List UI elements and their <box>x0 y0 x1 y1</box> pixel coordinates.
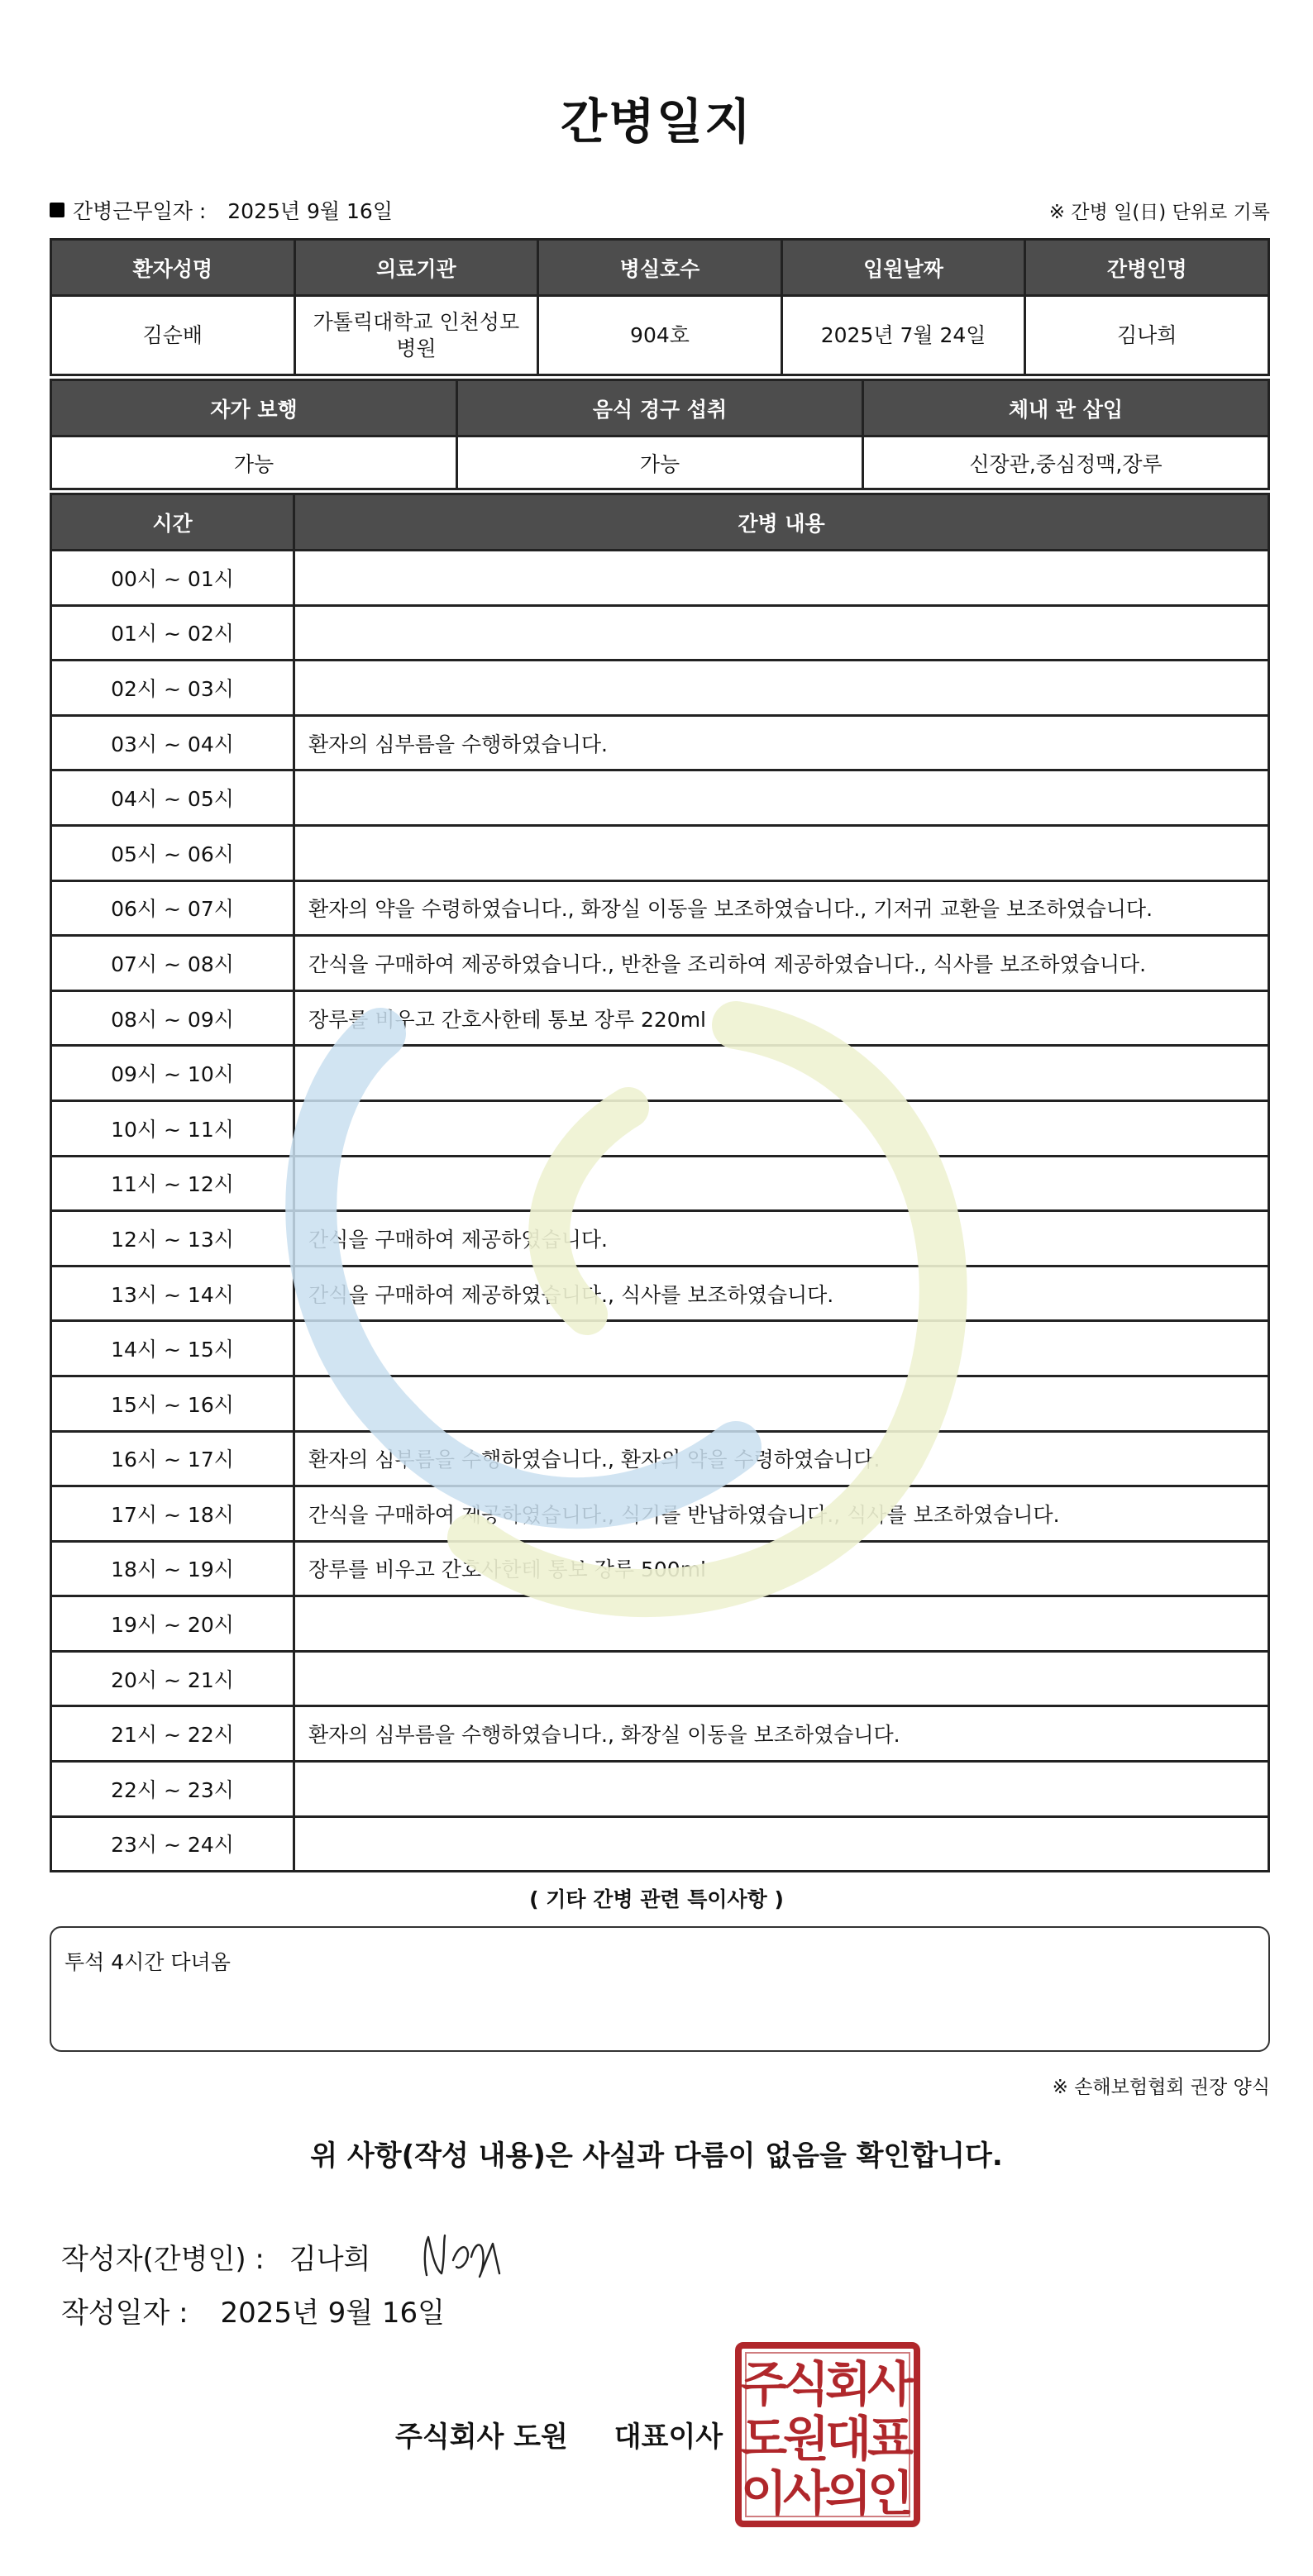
work-date-value: 2025년 9월 16일 <box>227 199 393 223</box>
time-slot: 23시 ~ 24시 <box>51 1816 294 1872</box>
time-slot: 10시 ~ 11시 <box>51 1100 294 1156</box>
time-slot: 09시 ~ 10시 <box>51 1046 294 1101</box>
seal-glyph: 대 <box>824 2411 872 2467</box>
tube-insertion-status: 신장관,중심정맥,장루 <box>863 436 1269 489</box>
table-row <box>51 1156 1269 1211</box>
care-content: 환자의 약을 수령하였습니다., 화장실 이동을 보조하였습니다., 기저귀 교환을 보조하였습니다. <box>294 880 1269 936</box>
seal-glyph: 의 <box>824 2465 872 2521</box>
company-line <box>395 2414 723 2454</box>
caregiver-name: 김나희 <box>1025 296 1269 375</box>
care-content: 간식을 구매하여 제공하였습니다. <box>294 1211 1269 1267</box>
care-content: 간식을 구매하여 제공하였습니다., 식기를 반납하였습니다., 식사를 보조하였습니다. <box>294 1486 1269 1542</box>
confirmation-statement: 위 사항(작성 내용)은 사실과 다름이 없음을 확인합니다. <box>310 2140 1003 2173</box>
log-header-time: 시간 <box>51 494 294 551</box>
care-content <box>294 1156 1269 1211</box>
info-header: 간병인명 <box>1025 240 1269 296</box>
seal-glyph: 원 <box>782 2411 830 2467</box>
seal-glyph: 이 <box>740 2465 788 2521</box>
info-header: 환자성명 <box>51 240 295 296</box>
writer-name: 김나희 <box>289 2242 371 2276</box>
admission-date: 2025년 7월 24일 <box>781 296 1025 375</box>
status-header: 체내 관 삽입 <box>863 380 1269 436</box>
table-row <box>51 605 1269 661</box>
work-date-label: 간병근무일자 : <box>73 199 207 223</box>
table-row <box>51 1706 1269 1762</box>
care-content <box>294 1816 1269 1872</box>
time-slot: 02시 ~ 03시 <box>51 661 294 716</box>
time-slot: 14시 ~ 15시 <box>51 1321 294 1376</box>
care-content <box>294 825 1269 880</box>
time-slot: 03시 ~ 04시 <box>51 715 294 770</box>
care-content <box>294 1046 1269 1101</box>
patient-status-table <box>50 379 1270 490</box>
time-slot: 00시 ~ 01시 <box>51 551 294 606</box>
table-row <box>51 1266 1269 1321</box>
time-slot: 11시 ~ 12시 <box>51 1156 294 1211</box>
info-header: 병실호수 <box>538 240 782 296</box>
table-row <box>51 1486 1269 1542</box>
table-row <box>51 1762 1269 1817</box>
care-content <box>294 605 1269 661</box>
care-content: 환자의 심부름을 수행하였습니다., 화장실 이동을 보조하였습니다. <box>294 1706 1269 1762</box>
care-content <box>294 1762 1269 1817</box>
patient-info-table <box>50 238 1270 376</box>
table-row <box>51 1816 1269 1872</box>
walking-status: 가능 <box>51 436 457 489</box>
hospital-name: 가톨릭대학교 인천성모병원 <box>294 296 538 375</box>
writer-line <box>61 2227 511 2285</box>
seal-glyph: 사 <box>782 2465 830 2521</box>
care-content <box>294 1376 1269 1431</box>
care-content <box>294 1651 1269 1706</box>
patient-name: 김순배 <box>51 296 295 375</box>
form-source-note: ※ 손해보험협회 권장 양식 <box>1052 2077 1270 2098</box>
care-content <box>294 1100 1269 1156</box>
table-row <box>51 1211 1269 1267</box>
table-row <box>51 1651 1269 1706</box>
time-slot: 04시 ~ 05시 <box>51 770 294 826</box>
care-content <box>294 551 1269 606</box>
table-row <box>51 936 1269 991</box>
care-content <box>294 1596 1269 1652</box>
status-header: 자가 보행 <box>51 380 457 436</box>
time-slot: 01시 ~ 02시 <box>51 605 294 661</box>
table-row <box>51 1321 1269 1376</box>
room-number: 904호 <box>538 296 782 375</box>
time-slot: 15시 ~ 16시 <box>51 1376 294 1431</box>
table-row <box>51 1431 1269 1486</box>
seal-glyph: 도 <box>740 2411 788 2467</box>
log-header-content: 간병 내용 <box>294 494 1269 551</box>
handwritten-signature <box>420 2227 511 2285</box>
time-slot: 08시 ~ 09시 <box>51 990 294 1046</box>
time-slot: 20시 ~ 21시 <box>51 1651 294 1706</box>
table-row <box>51 551 1269 606</box>
care-content <box>294 1321 1269 1376</box>
seal-glyph: 주 <box>740 2356 788 2412</box>
work-date <box>50 195 393 225</box>
notes-text: 투석 4시간 다녀옴 <box>64 1950 231 1974</box>
page-title: 간병일지 <box>560 93 753 150</box>
company-seal-stamp <box>734 2341 921 2528</box>
table-row <box>51 715 1269 770</box>
care-content: 간식을 구매하여 제공하였습니다., 반찬을 조리하여 제공하였습니다., 식사를 보조하였습니다. <box>294 936 1269 991</box>
time-slot: 06시 ~ 07시 <box>51 880 294 936</box>
time-slot: 07시 ~ 08시 <box>51 936 294 991</box>
time-slot: 05시 ~ 06시 <box>51 825 294 880</box>
time-slot: 18시 ~ 19시 <box>51 1541 294 1596</box>
time-slot: 22시 ~ 23시 <box>51 1762 294 1817</box>
seal-glyph: 회 <box>824 2356 872 2412</box>
care-content <box>294 661 1269 716</box>
info-header: 입원날짜 <box>781 240 1025 296</box>
table-row <box>51 880 1269 936</box>
table-row <box>51 1376 1269 1431</box>
care-content: 환자의 심부름을 수행하였습니다., 환자의 약을 수령하였습니다. <box>294 1431 1269 1486</box>
company-name: 주식회사 도원 <box>395 2421 568 2454</box>
care-content: 장루를 비우고 간호사한테 통보 장루 220ml <box>294 990 1269 1046</box>
care-content: 간식을 구매하여 제공하였습니다., 식사를 보조하였습니다. <box>294 1266 1269 1321</box>
table-row <box>51 1100 1269 1156</box>
oral-intake-status: 가능 <box>457 436 863 489</box>
care-content: 환자의 심부름을 수행하였습니다. <box>294 715 1269 770</box>
seal-glyph: 사 <box>867 2356 914 2412</box>
time-slot: 16시 ~ 17시 <box>51 1431 294 1486</box>
table-row <box>51 825 1269 880</box>
seal-glyph: 표 <box>867 2411 914 2467</box>
status-header: 음식 경구 섭취 <box>457 380 863 436</box>
record-unit-note: ※ 간병 일(日) 단위로 기록 <box>1048 202 1270 223</box>
writer-label: 작성자(간병인) : <box>61 2242 265 2276</box>
table-row <box>51 990 1269 1046</box>
notes-box <box>50 1926 1270 2052</box>
info-header: 의료기관 <box>294 240 538 296</box>
representative-title: 대표이사 <box>614 2421 723 2454</box>
time-slot: 12시 ~ 13시 <box>51 1211 294 1267</box>
time-slot: 19시 ~ 20시 <box>51 1596 294 1652</box>
care-content <box>294 770 1269 826</box>
time-slot: 13시 ~ 14시 <box>51 1266 294 1321</box>
notes-title: ( 기타 간병 관련 특이사항 ) <box>529 1887 784 1911</box>
written-date-line <box>61 2290 445 2330</box>
seal-glyph: 인 <box>867 2465 914 2521</box>
care-content: 장루를 비우고 간호사한테 통보 장루 500ml <box>294 1541 1269 1596</box>
seal-glyph: 식 <box>782 2356 830 2412</box>
written-date-value: 2025년 9월 16일 <box>220 2297 446 2330</box>
time-slot: 21시 ~ 22시 <box>51 1706 294 1762</box>
table-row <box>51 770 1269 826</box>
table-row <box>51 1541 1269 1596</box>
care-log-table <box>50 493 1270 1872</box>
table-row <box>51 1596 1269 1652</box>
time-slot: 17시 ~ 18시 <box>51 1486 294 1542</box>
written-date-label: 작성일자 : <box>61 2297 189 2330</box>
table-row <box>51 1046 1269 1101</box>
square-bullet-icon <box>50 203 64 217</box>
table-row <box>51 661 1269 716</box>
